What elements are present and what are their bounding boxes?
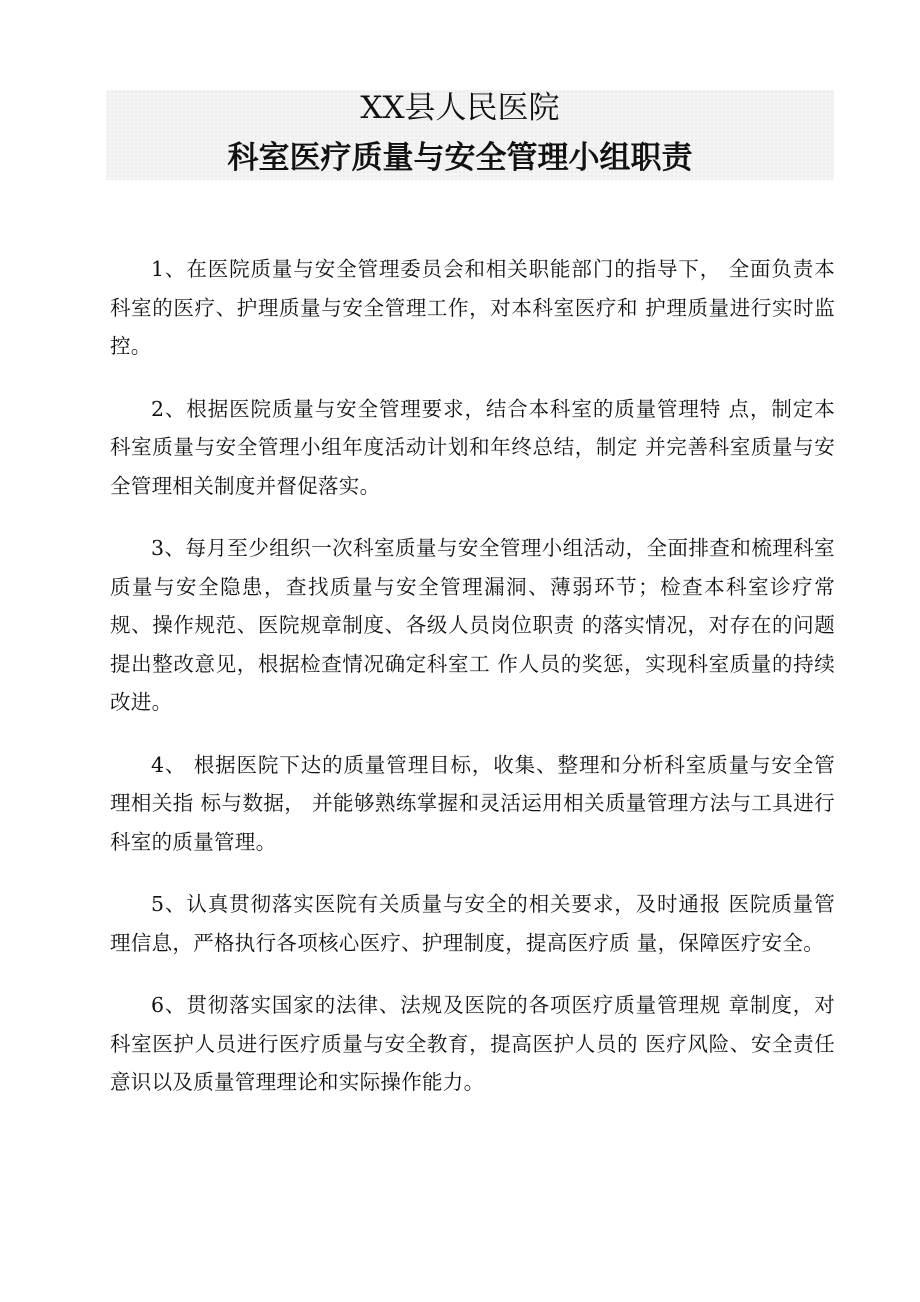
paragraph-4: 4、 根据医院下达的质量管理目标，收集、整理和分析科室质量与安全管理相关指 标与数据， 并能够熟练掌握和灵活运用相关质量管理方法与工具进行 科室的质量管理。 [110, 752, 835, 854]
paragraph-6: 6、贯彻落实国家的法律、法规及医院的各项医疗质量管理规 章制度，对科室医护人员进行医疗质量与安全教育，提高医护人员的 医疗风险、安全责任意识以及质量管理理论和实际操作能力。 [110, 993, 835, 1094]
paragraph-1: 1、在医院质量与安全管理委员会和相关职能部门的指导下， 全面负责本科室的医疗、护理质量与安全管理工作，对本科室医疗和 护理质量进行实时监控。 [110, 257, 835, 358]
hospital-name-title: XX县人民医院 [360, 90, 560, 126]
document-body [110, 250, 835, 1126]
paragraph-5: 5、认真贯彻落实医院有关质量与安全的相关要求，及时通报 医院质量管理信息，严格执行各项核心医疗、护理制度，提高医疗质 量，保障医疗安全。 [110, 892, 835, 955]
document-title: 科室医疗质量与安全管理小组职责 [227, 140, 693, 176]
paragraph-2: 2、根据医院质量与安全管理要求，结合本科室的质量管理特 点，制定本科室质量与安全管理小组年度活动计划和年终总结，制定 并完善科室质量与安全管理相关制度并督促落实。 [110, 396, 835, 498]
paragraph-3: 3、每月至少组织一次科室质量与安全管理小组活动，全面排查和梳理科室质量与安全隐患，查找质量与安全管理漏洞、薄弱环节；检查本科室诊疗常规、操作规范、医院规章制度、各级人员岗位职责 的落实情况，对存在的问题提出整改意见，根据检查情况确定科室工 作人员的奖惩，实现科室质量的持续改进。 [110, 536, 835, 714]
